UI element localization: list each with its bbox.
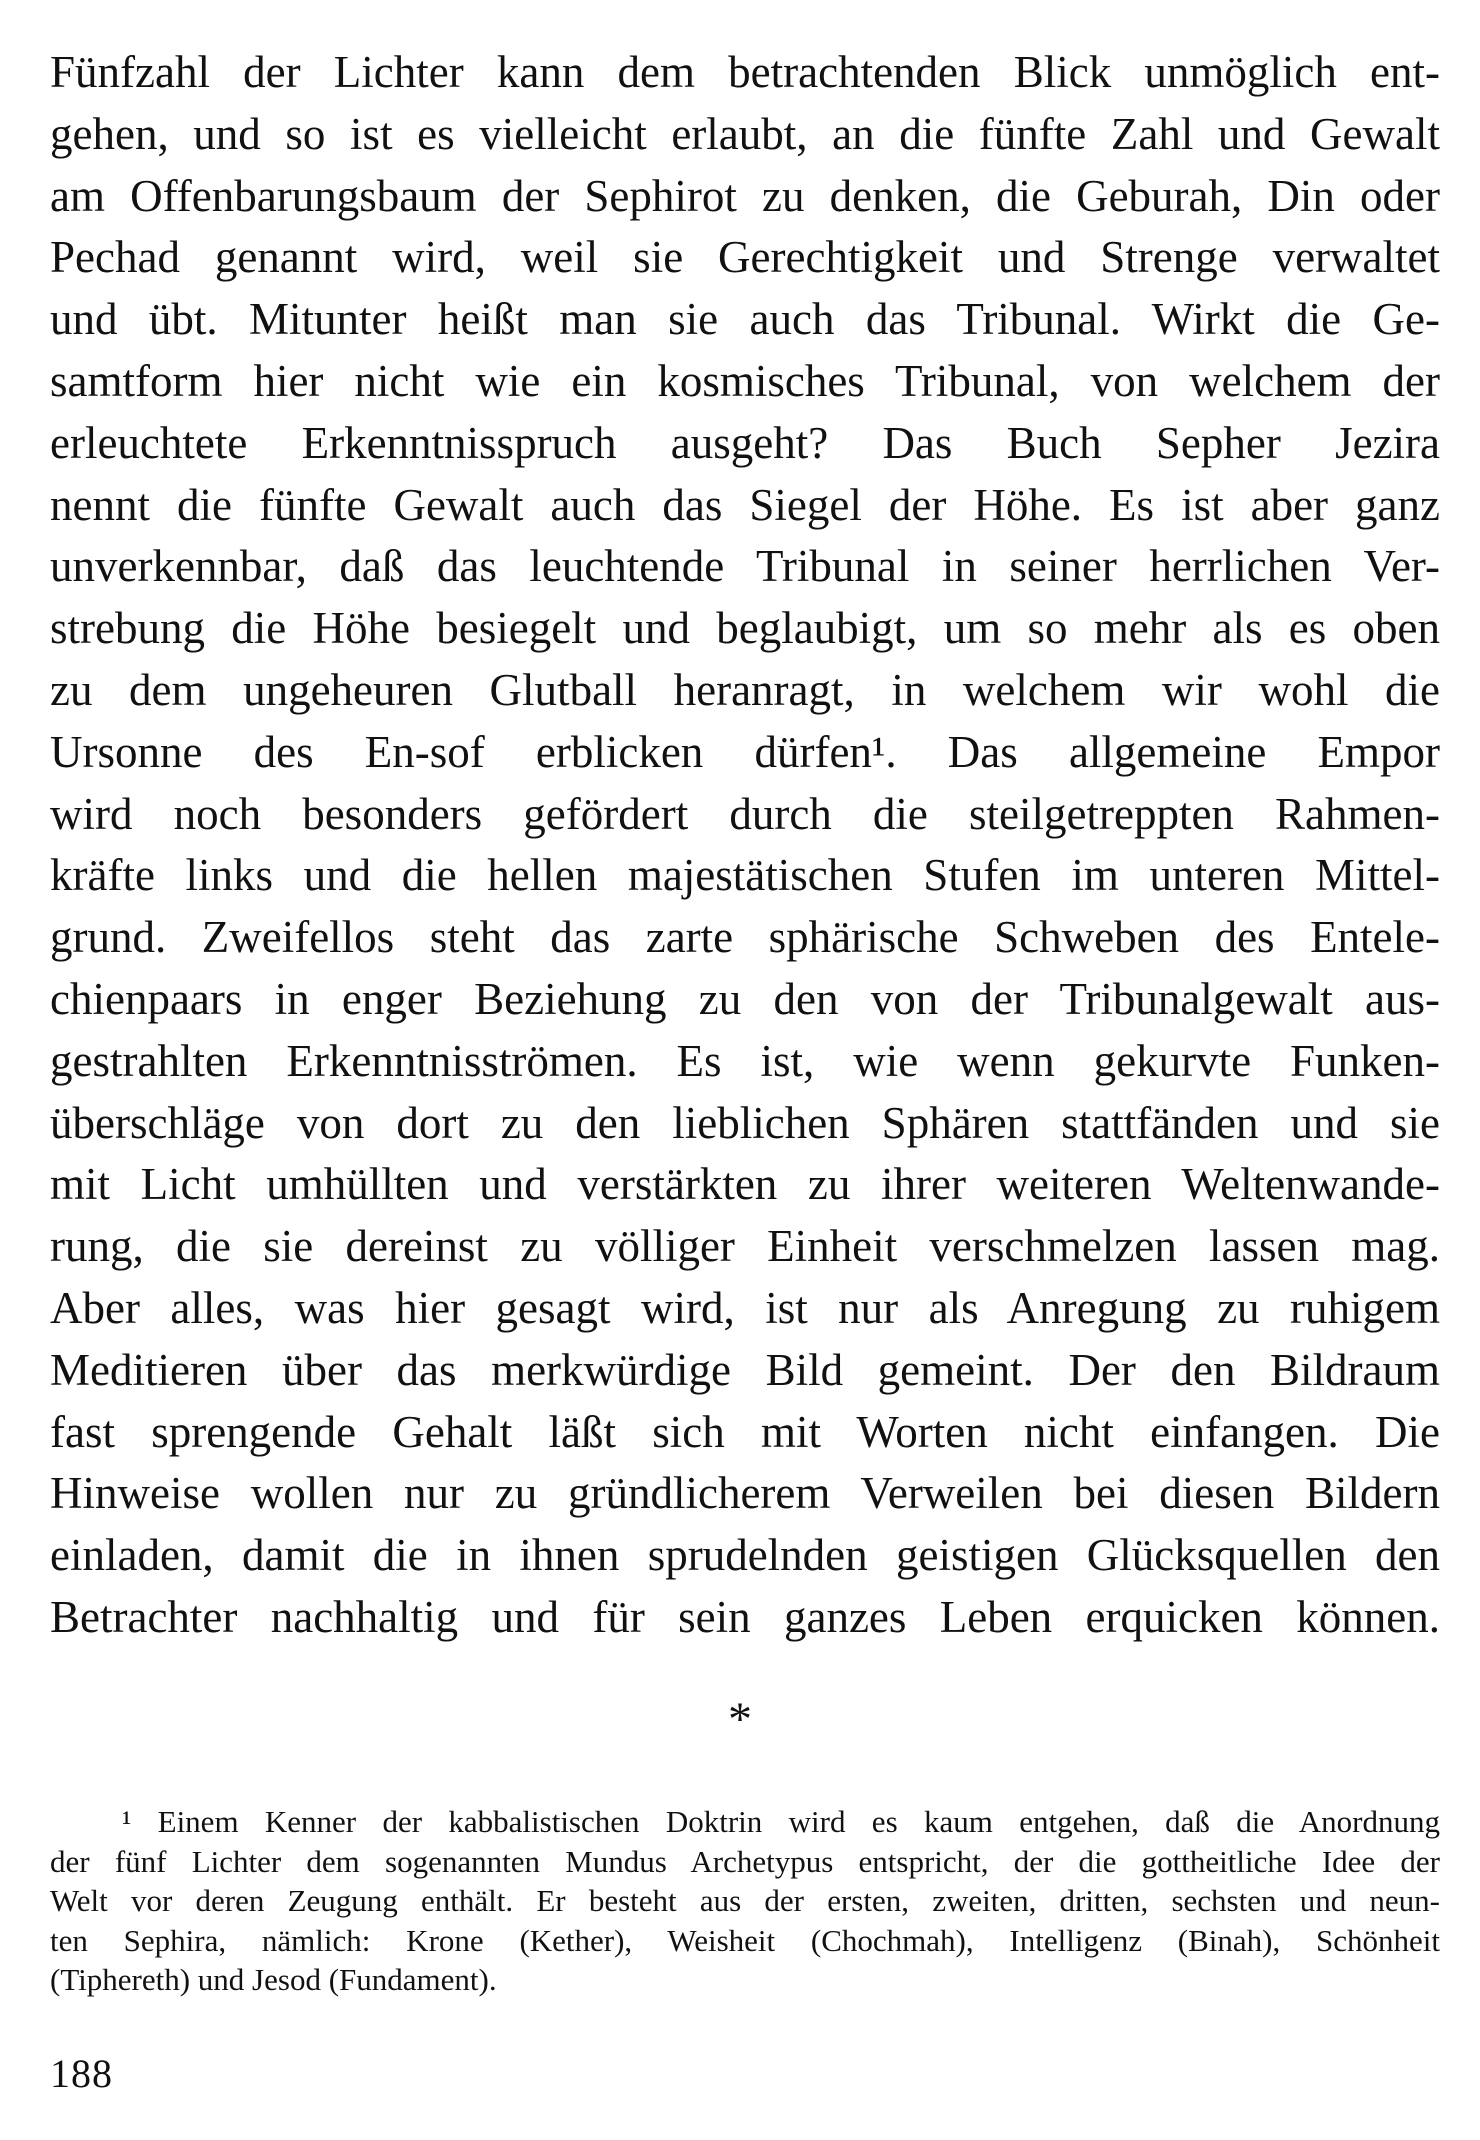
text-line: einladen, damit die in ihnen sprudelnden geistigen Glücksquellen den bbox=[50, 1530, 1440, 1581]
footnote-line: der fünf Lichter dem sogenannten Mundus Archetypus entspricht, der die gottheitliche Idee der bbox=[50, 1843, 1440, 1879]
text-line: erleuchtete Erkenntnisspruch ausgeht? Das Buch Sepher Jezira bbox=[50, 417, 1440, 468]
text-line: gehen, und so ist es vielleicht erlaubt, an die fünfte Zahl und Gewalt bbox=[50, 108, 1440, 159]
text-line: überschläge von dort zu den lieblichen Sphären stattfänden und sie bbox=[50, 1097, 1440, 1148]
text-line: gestrahlten Erkenntnisströmen. Es ist, wie wenn gekurvte Funken- bbox=[50, 1035, 1440, 1086]
text-line: strebung die Höhe besiegelt und beglaubigt, um so mehr als es oben bbox=[50, 603, 1440, 654]
text-line: Ursonne des En-sof erblicken dürfen¹. Das allgemeine Empor bbox=[50, 726, 1440, 777]
text-line: Hinweise wollen nur zu gründlicherem Verweilen bei diesen Bildern bbox=[50, 1468, 1440, 1519]
text-line: am Offenbarungsbaum der Sephirot zu denken, die Geburah, Din oder bbox=[50, 170, 1440, 221]
text-line: mit Licht umhüllten und verstärkten zu ihrer weiteren Weltenwande- bbox=[50, 1159, 1440, 1210]
section-separator: * bbox=[728, 1693, 752, 1746]
text-line: Pechad genannt wird, weil sie Gerechtigkeit und Strenge verwaltet bbox=[50, 232, 1440, 283]
page-number: 188 bbox=[50, 2051, 113, 2096]
text-line: zu dem ungeheuren Glutball heranragt, in welchem wir wohl die bbox=[50, 664, 1440, 715]
footnote-line: ten Sephira, nämlich: Krone (Kether), Weisheit (Chochmah), Intelligenz (Binah), Schönheit bbox=[50, 1922, 1440, 1958]
text-line: Aber alles, was hier gesagt wird, ist nur als Anregung zu ruhigem bbox=[50, 1282, 1440, 1333]
text-line: kräfte links und die hellen majestätischen Stufen im unteren Mittel- bbox=[50, 850, 1440, 901]
footnote-block bbox=[50, 1802, 1440, 2000]
footnote-line: ¹ Einem Kenner der kabbalistischen Doktrin wird es kaum entgehen, daß die Anordnung bbox=[122, 1804, 1440, 1839]
text-line: grund. Zweifellos steht das zarte sphärische Schweben des Entele- bbox=[50, 912, 1440, 963]
text-line: rung, die sie dereinst zu völliger Einheit verschmelzen lassen mag. bbox=[50, 1221, 1440, 1272]
text-line: samtform hier nicht wie ein kosmisches Tribunal, von welchem der bbox=[50, 355, 1440, 406]
footnote-line: (Tiphereth) und Jesod (Fundament). bbox=[50, 1962, 497, 1998]
text-line: fast sprengende Gehalt läßt sich mit Worten nicht einfangen. Die bbox=[50, 1406, 1440, 1457]
text-line: Meditieren über das merkwürdige Bild gemeint. Der den Bildraum bbox=[50, 1344, 1440, 1395]
text-line: Fünfzahl der Lichter kann dem betrachtenden Blick unmöglich ent- bbox=[50, 47, 1440, 97]
text-line: unverkennbar, daß das leuchtende Tribunal in seiner herrlichen Ver- bbox=[50, 541, 1440, 592]
text-line: nennt die fünfte Gewalt auch das Siegel der Höhe. Es ist aber ganz bbox=[50, 479, 1440, 530]
text-line: und übt. Mitunter heißt man sie auch das Tribunal. Wirkt die Ge- bbox=[50, 294, 1440, 345]
main-text-block bbox=[50, 42, 1440, 1649]
text-line: wird noch besonders gefördert durch die steilgetreppten Rahmen- bbox=[50, 788, 1440, 839]
text-line: chienpaars in enger Beziehung zu den von der Tribunalgewalt aus- bbox=[50, 973, 1440, 1024]
footnote-line: Welt vor deren Zeugung enthält. Er besteht aus der ersten, zweiten, dritten, sechsten und neun- bbox=[50, 1883, 1440, 1919]
text-line: Betrachter nachhaltig und für sein ganzes Leben erquicken können. bbox=[50, 1591, 1440, 1642]
